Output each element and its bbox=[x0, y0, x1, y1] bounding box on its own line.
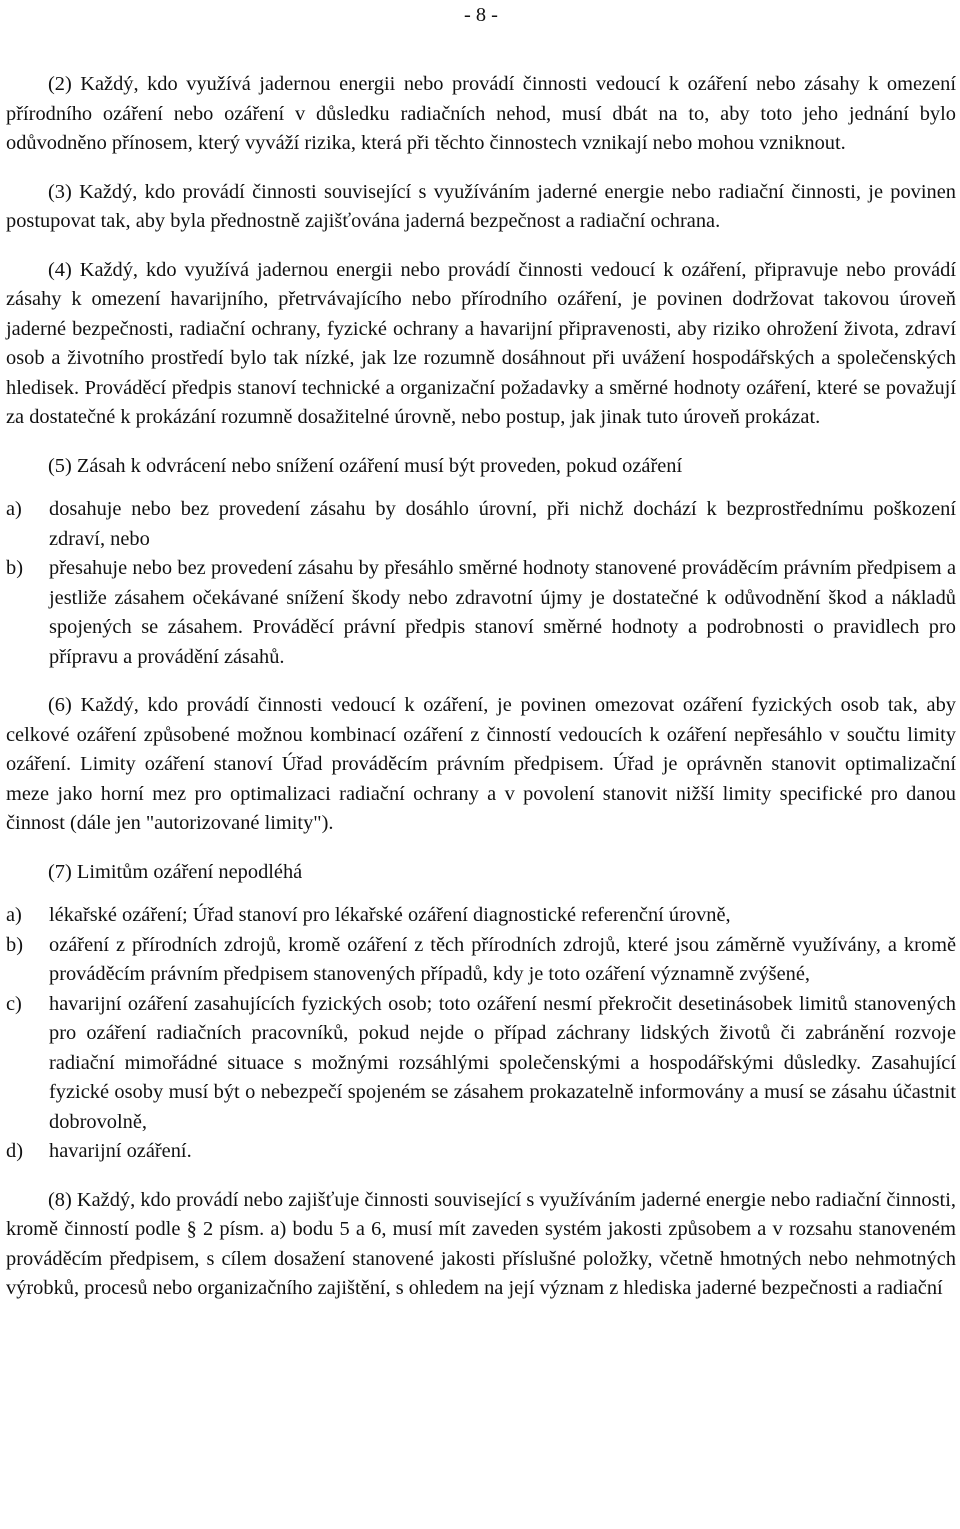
document-page bbox=[6, 0, 956, 1304]
list-marker: a) bbox=[6, 498, 22, 520]
list-marker: d) bbox=[6, 1140, 23, 1162]
paragraph-3: (3) Každý, kdo provádí činnosti související s využíváním jaderné energie nebo radiační činnosti, je povinen postupovat tak, aby byla přednostně zajišťována jaderná bezpečnost a radiační ochrana. bbox=[6, 180, 956, 232]
list-text: havarijní ozáření. bbox=[49, 1140, 192, 1162]
page-number: - 8 - bbox=[464, 4, 498, 26]
paragraph-7-lead: (7) Limitům ozáření nepodléhá bbox=[48, 860, 303, 883]
paragraph-8: (8) Každý, kdo provádí nebo zajišťuje činnosti související s využíváním jaderné energie nebo radiační činnosti, kromě činností podle § 2 písm. a) bodu 5 a 6, musí mít zaveden systém jakosti způsobem a v rozsahu stanoveném prováděcím předpisem, s cílem dosažení stanovené jakosti příslušné položky, včetně hmotných nebo nehmotných výrobků, procesů nebo organizačního zajištění, s ohledem na její význam z hlediska jaderné bezpečnosti a radiační bbox=[6, 1188, 956, 1299]
list-marker: b) bbox=[6, 933, 23, 956]
list-text: přesahuje nebo bez provedení zásahu by přesáhlo směrné hodnoty stanovené prováděcím právním předpisem a jestliže zásahem očekávané snížení škody nebo zdravotní újmy je dostatečné k odůvodnění škod a nákladů spojených se zásahem. Prováděcí právní předpis stanoví směrné hodnoty a podrobnosti o pravidlech pro přípravu a provádění zásahů. bbox=[49, 557, 956, 668]
list-item bbox=[6, 1137, 956, 1167]
list-marker: c) bbox=[6, 992, 22, 1015]
paragraph-6: (6) Každý, kdo provádí činnosti vedoucí k ozáření, je povinen omezovat ozáření fyzických osob tak, aby celkové ozáření způsobené možnou kombinací ozáření z činností vedoucích k ozáření nepřesáhlo v součtu limity ozáření. Limity ozáření stanoví Úřad prováděcím právním předpisem. Úřad je oprávněn stanovit optimalizační meze jako horní mez pro optimalizaci radiační ochrany a v povolení stanovit nižší limity specifické pro danou činnost (dále jen "autorizované limity"). bbox=[6, 694, 956, 834]
list-marker: a) bbox=[6, 904, 22, 926]
list-text: lékařské ozáření; Úřad stanoví pro lékařské ozáření diagnostické referenční úrovně, bbox=[49, 904, 731, 926]
list-text: havarijní ozáření zasahujících fyzických osob; toto ozáření nesmí překročit desetinásobek limitů stanovených pro ozáření radiačních pracovníků, pokud nejde o případ záchrany lidských životů či zabránění rozvoje radiační mimořádné situace s možnými rozsáhlými společenskými a hospodářskými důsledky. Zasahující fyzické osoby musí být o nebezpečí spojeném se zásahem prokazatelně informovány a musí se zásahu účastnit dobrovolně, bbox=[49, 992, 956, 1133]
paragraph-5-lead: (5) Zásah k odvrácení nebo snížení ozáření musí být proveden, pokud ozáření bbox=[48, 454, 683, 477]
list-item bbox=[6, 495, 956, 554]
list-text: ozáření z přírodních zdrojů, kromě ozáření z těch přírodních zdrojů, které jsou záměrně využívány, a kromě prováděcím právním předpisem stanovených případů, kdy je toto ozáření významně zvýšené, bbox=[49, 933, 956, 985]
list-text: dosahuje nebo bez provedení zásahu by dosáhlo úrovní, při nichž dochází k bezprostřednímu poškození zdraví, nebo bbox=[49, 498, 956, 550]
paragraph-4: (4) Každý, kdo využívá jadernou energii nebo provádí činnosti vedoucí k ozáření, připravuje nebo provádí zásahy k omezení havarijního, přetrvávajícího nebo přírodního ozáření, je povinen dodržovat takovou úroveň jaderné bezpečnosti, radiační ochrany, fyzické ochrany a havarijní připravenosti, aby riziko ohrožení života, zdraví osob a životního prostředí bylo tak nízké, jak lze rozumně dosáhnout při uvážení hospodářských a společenských hledisek. Prováděcí předpis stanoví technické a organizační požadavky a směrné hodnoty ozáření, které se považují za dostatečné k prokázání rozumně dosažitelné úrovně, nebo postup, jak jinak tuto úroveň prokázat. bbox=[6, 258, 956, 428]
list-item bbox=[6, 931, 956, 990]
list-item bbox=[6, 990, 956, 1138]
list-item bbox=[6, 901, 956, 931]
paragraph-2: (2) Každý, kdo využívá jadernou energii nebo provádí činnosti vedoucí k ozáření nebo zásahy k omezení přírodního ozáření nebo ozáření v důsledku radiačních nehod, musí dbát na to, aby toto jeho jednání bylo odůvodněno přínosem, který vyváží rizika, která při těchto činnostech vznikají nebo mohou vzniknout. bbox=[6, 73, 956, 154]
list-item bbox=[6, 554, 956, 672]
list-marker: b) bbox=[6, 557, 23, 579]
